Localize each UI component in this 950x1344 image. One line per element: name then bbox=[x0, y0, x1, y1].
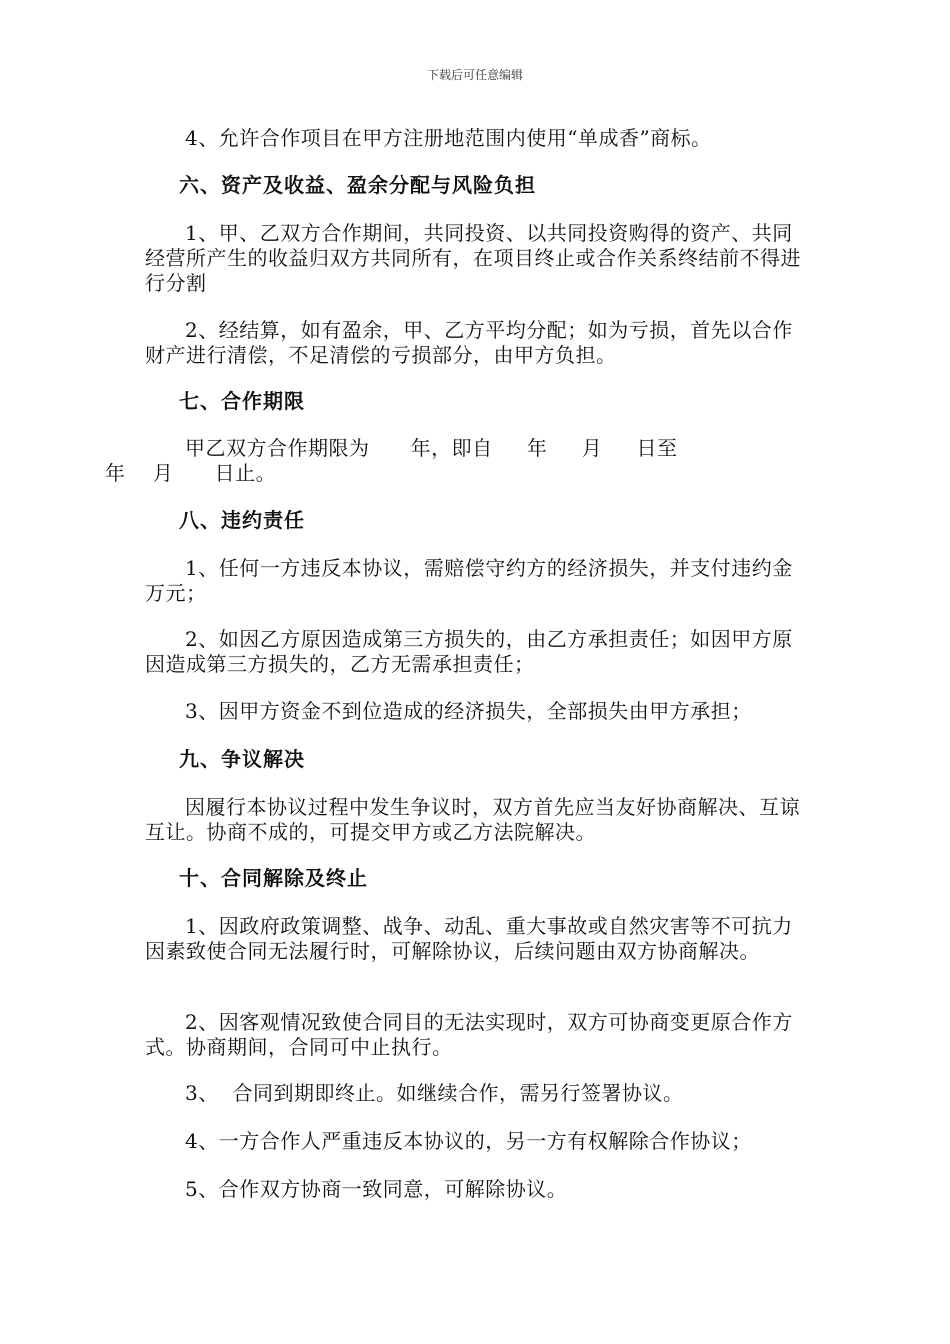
section-6-heading: 六、资产及收益、盈余分配与风险负担 bbox=[179, 173, 536, 197]
clause-10-1-paragraph: 1、因政府政策调整、战争、动乱、重大事故或自然灾害等不可抗力因素致使合同无法履行时，可解除协议，后续问题由双方协商解决。 bbox=[145, 914, 793, 963]
cooperation-term-line-1: 甲乙双方合作期限为 年，即自 年 月 日至 bbox=[185, 436, 678, 460]
cooperation-term-paragraph bbox=[105, 436, 805, 486]
clause-8-3-paragraph: 3、因甲方资金不到位造成的经济损失，全部损失由甲方承担； bbox=[185, 699, 752, 723]
clause-6-4-paragraph: 4、允许合作项目在甲方注册地范围内使用“单成香”商标。 bbox=[185, 126, 712, 150]
clause-10-4-paragraph: 4、一方合作人严重违反本协议的，另一方有权解除合作协议； bbox=[185, 1129, 752, 1153]
section-10-heading: 十、合同解除及终止 bbox=[179, 866, 368, 890]
cooperation-term-line-2: 年 月 日止。 bbox=[105, 461, 277, 485]
clause-10-5-paragraph: 5、合作双方协商一致同意，可解除协议。 bbox=[185, 1177, 568, 1201]
clause-8-1-paragraph: 1、任何一方违反本协议，需赔偿守约方的经济损失，并支付违约金 万元； bbox=[145, 556, 793, 605]
clause-10-2-paragraph: 2、因客观情况致使合同目的无法实现时，双方可协商变更原合作方式。协商期间，合同可中止执行。 bbox=[145, 1010, 793, 1059]
page-header: 下载后可任意编辑 bbox=[426, 68, 523, 82]
section-7-heading: 七、合作期限 bbox=[179, 389, 305, 413]
section-8-heading: 八、违约责任 bbox=[179, 508, 305, 532]
clause-8-2-paragraph: 2、如因乙方原因造成第三方损失的，由乙方承担责任；如因甲方原因造成第三方损失的，乙方无需承担责任； bbox=[145, 627, 793, 676]
clause-6-2-paragraph: 2、经结算，如有盈余，甲、乙方平均分配；如为亏损，首先以合作财产进行清偿，不足清偿的亏损部分，由甲方负担。 bbox=[145, 318, 793, 367]
section-9-heading: 九、争议解决 bbox=[179, 747, 305, 771]
clause-10-3-paragraph: 3、 合同到期即终止。如继续合作，需另行签署协议。 bbox=[185, 1081, 684, 1105]
clause-6-1-paragraph: 1、甲、乙双方合作期间，共同投资、以共同投资购得的资产、共同经营所产生的收益归双方共同所有，在项目终止或合作关系终结前不得进行分割 bbox=[145, 221, 801, 295]
dispute-resolution-paragraph: 因履行本协议过程中发生争议时，双方首先应当友好协商解决、互谅互让。协商不成的，可提交甲方或乙方法院解决。 bbox=[145, 795, 800, 844]
